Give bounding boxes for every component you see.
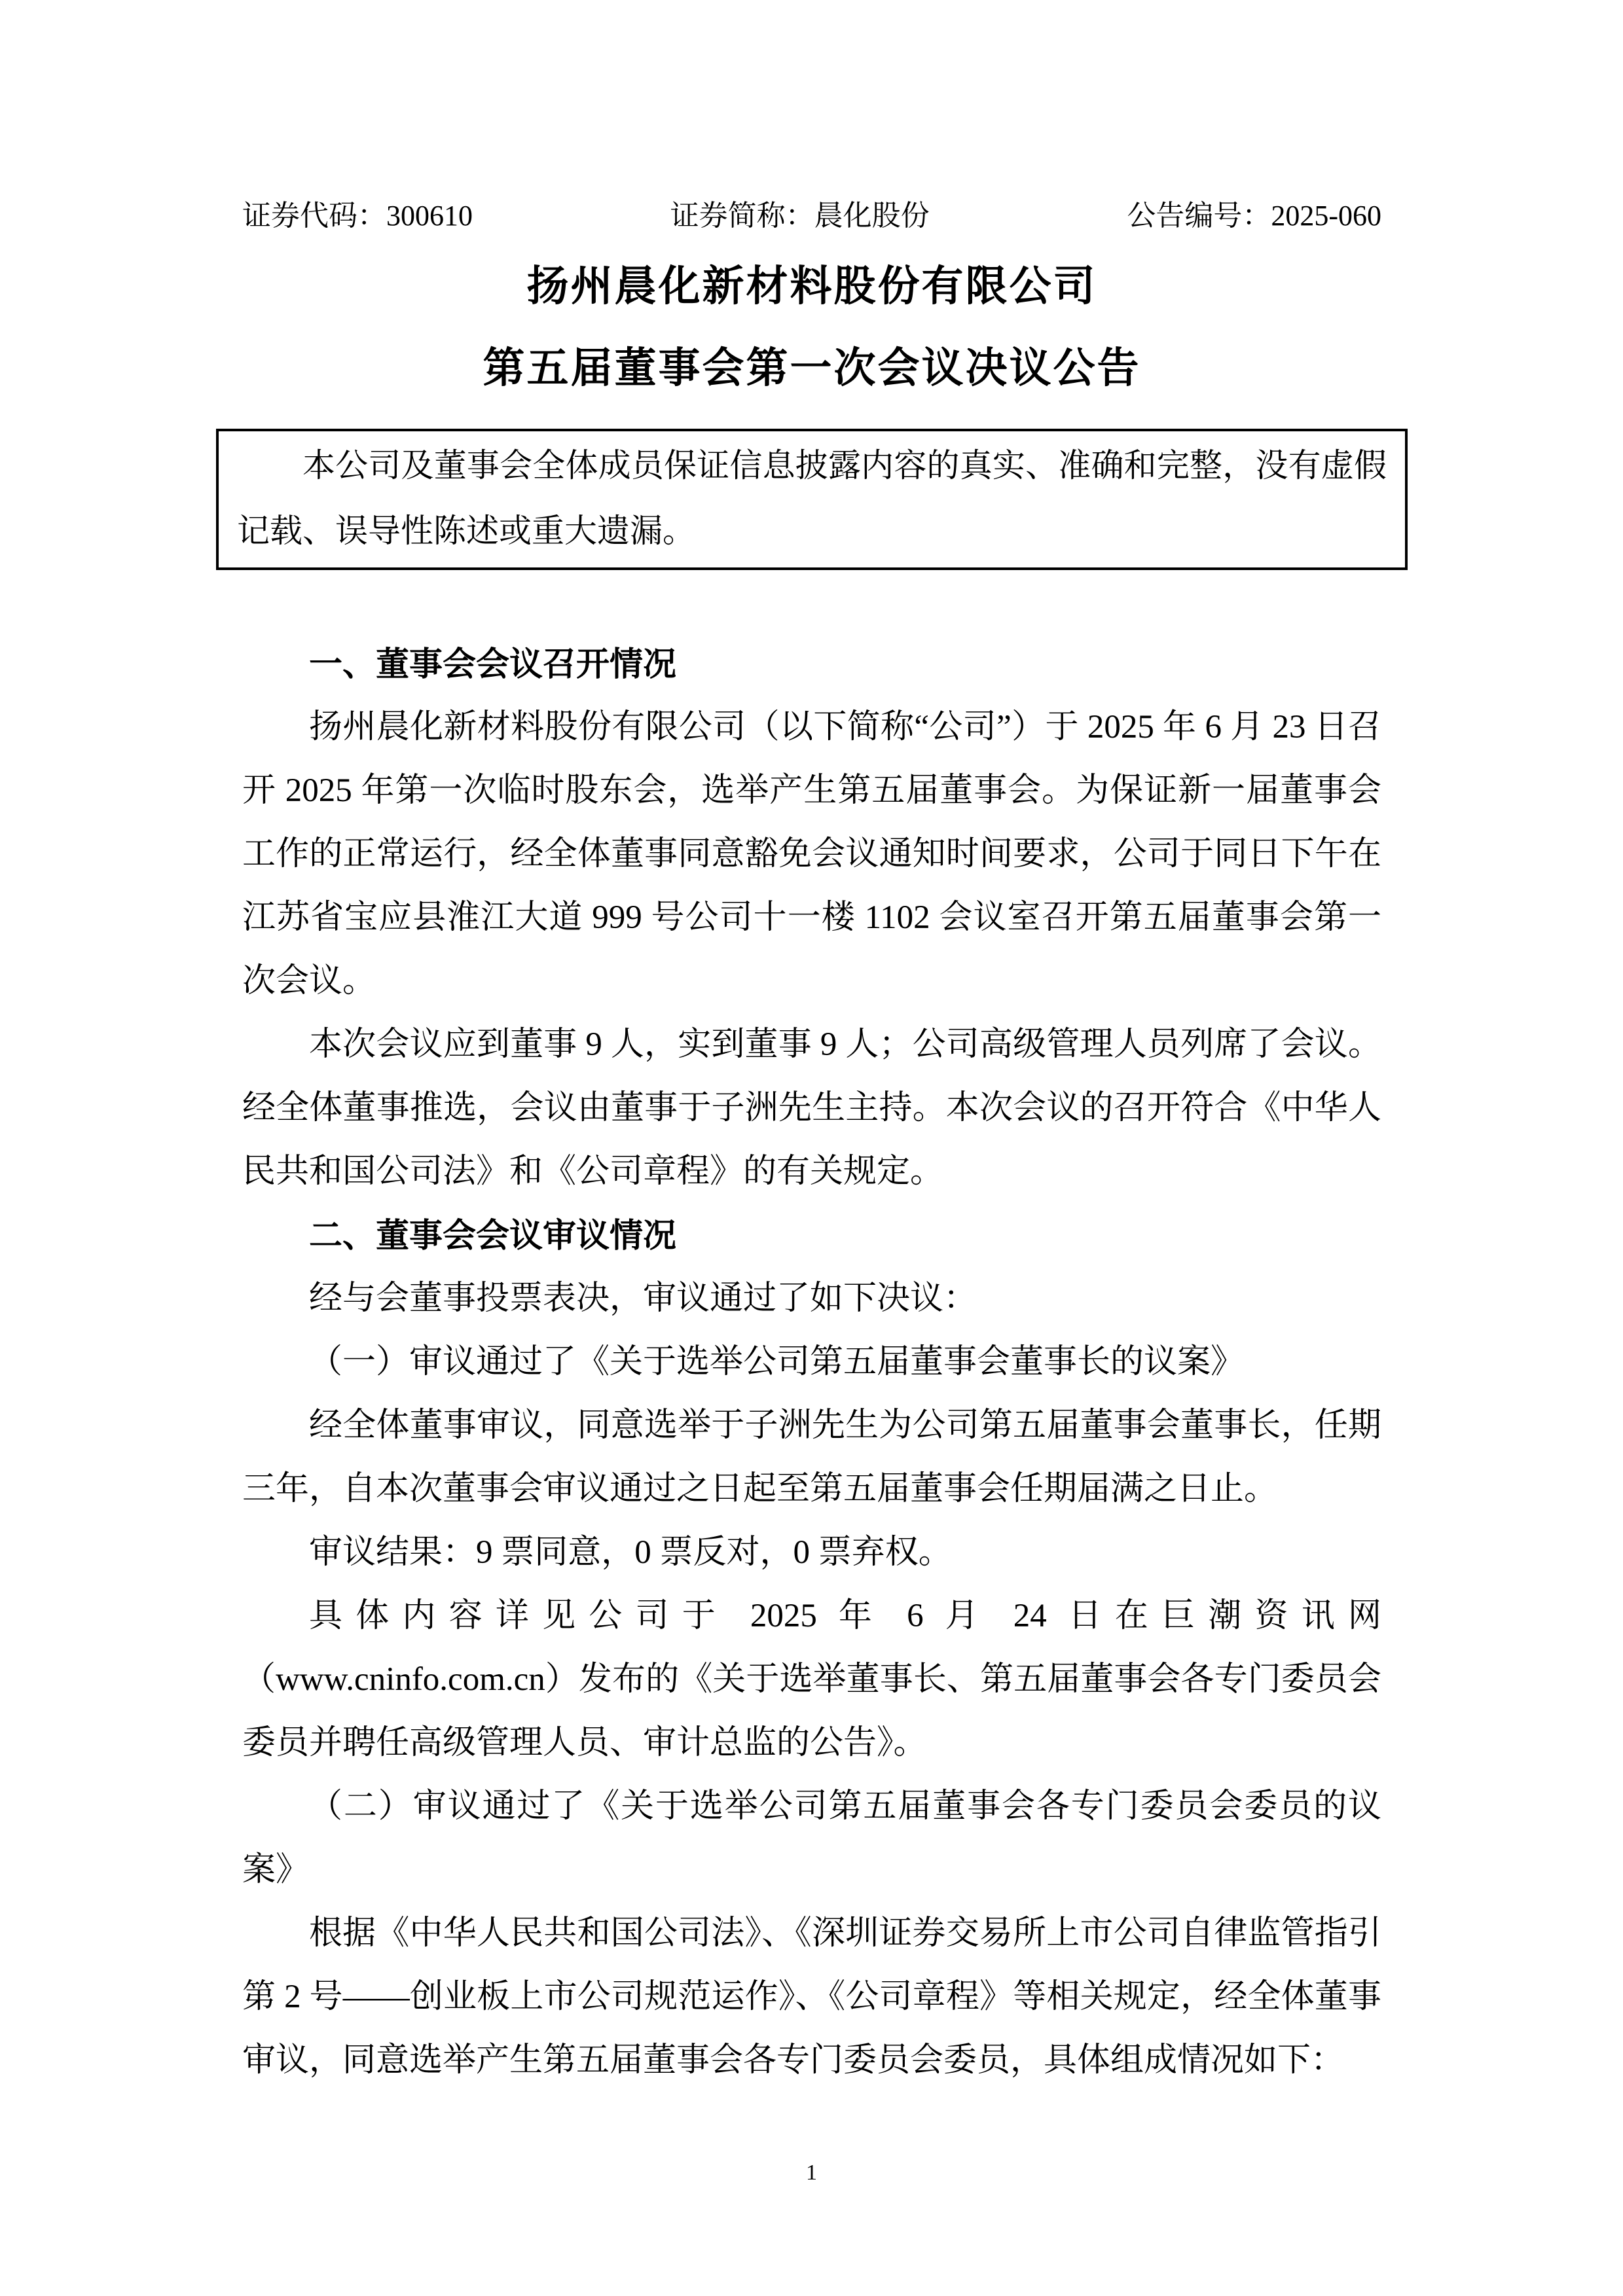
disclaimer-text: 本公司及董事会全体成员保证信息披露内容的真实、准确和完整，没有虚假记载、误导性陈述或重大遗漏。 [237,447,1387,549]
document-body [242,632,1381,2092]
paragraph-resolution-1-detail: 经全体董事审议，同意选举于子洲先生为公司第五届董事会董事长，任期三年，自本次董事会审议通过之日起至第五届董事会任期届满之日止。 [242,1407,1381,1507]
page-number: 1 [806,2161,817,2185]
paragraph-resolution-2-title: （二）审议通过了《关于选举公司第五届董事会各专门委员会委员的议案》 [242,1788,1381,1888]
paragraph-resolution-2-detail: 根据《中华人民共和国公司法》、《深圳证券交易所上市公司自律监管指引第 2 号——创业板上市公司规范运作》、《公司章程》等相关规定，经全体董事审议，同意选举产生第五届董事会各专门委员会委员，具体组成情况如下： [242,1915,1381,2079]
company-name-title: 扬州晨化新材料股份有限公司 [526,262,1097,310]
disclaimer-box [216,429,1408,570]
paragraph-resolution-1-title: （一）审议通过了《关于选举公司第五届董事会董事长的议案》 [309,1344,1245,1380]
document-header [242,199,1381,232]
section-1-heading: 一、董事会会议召开情况 [309,645,677,683]
paragraph-vote-result: 审议结果：9 票同意，0 票反对，0 票弃权。 [309,1534,952,1571]
announcement-title: 第五届董事会第一次会议决议公告 [483,344,1141,391]
section-2-heading: 二、董事会会议审议情况 [309,1217,677,1254]
announcement-number: 公告编号：2025-060 [1127,200,1381,232]
paragraph-meeting-convening: 扬州晨化新材料股份有限公司（以下简称“公司”）于 2025 年 6 月 23 日召开 2025 年第一次临时股东会，选举产生第五届董事会。为保证新一届董事会工作的正常运行，经全体董事同意豁免会议通知时间要求，公司于同日下午在江苏省宝应县淮江大道 999 号公司十一楼 1102 会议室召开第五届董事会第一次会议。 [242,709,1381,999]
paragraph-attendance: 本次会议应到董事 9 人，实到董事 9 人；公司高级管理人员列席了会议。经全体董事推选，会议由董事于子洲先生主持。本次会议的召开符合《中华人民共和国公司法》和《公司章程》的有关规定。 [242,1026,1381,1190]
stock-short-name: 证券简称：晨化股份 [670,200,930,232]
stock-code: 证券代码：300610 [242,200,473,232]
paragraph-disclosure-reference: 具体内容详见公司于 2025 年 6 月 24 日在巨潮资讯网（www.cninfo.com.cn）发布的《关于选举董事长、第五届董事会各专门委员会委员并聘任高级管理人员、审计总监的公告》。 [242,1598,1381,1761]
paragraph-vote-intro: 经与会董事投票表决，审议通过了如下决议： [309,1280,977,1317]
